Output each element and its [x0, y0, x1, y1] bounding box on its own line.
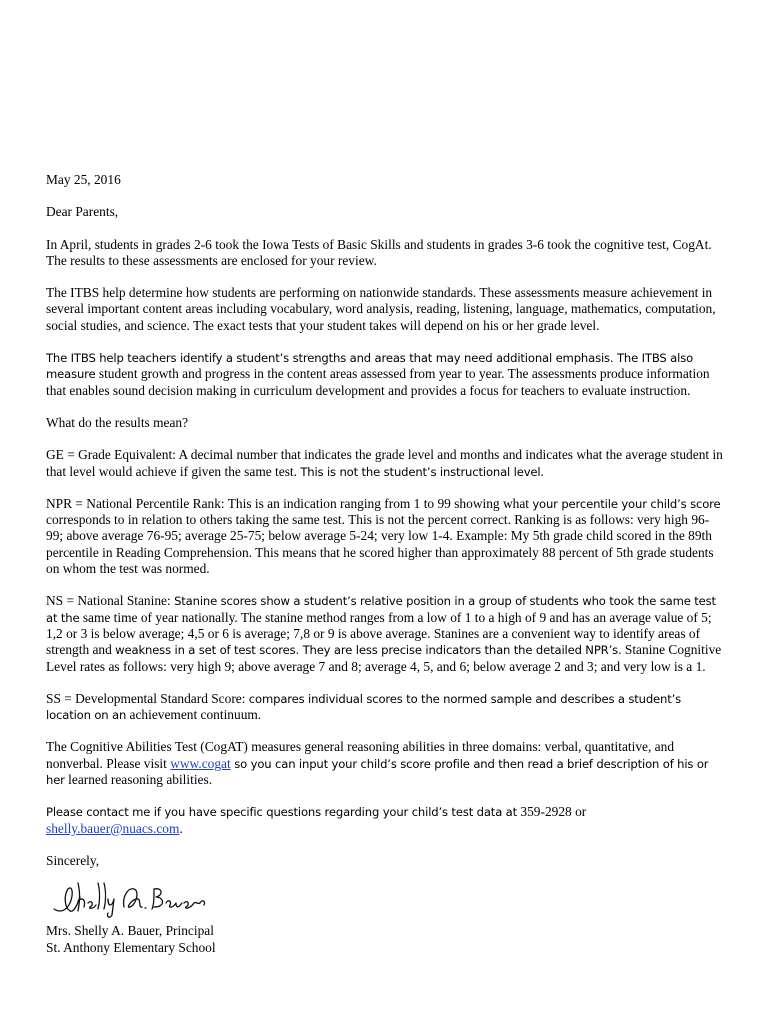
paragraph-ss — [46, 691, 726, 724]
contact-lead: Please contact me if you have specific questions regarding your child’s test data at — [46, 805, 518, 820]
contact-phone: 359-2928 or — [517, 804, 587, 820]
ns-weakness: weakness in a set of test scores. They are less precise indicators than the detailed NPR’s. — [115, 643, 622, 658]
ns-levels: Stanine Cognitive Level rates as follows: very high 9; above average 7 and 8; average 4, 5, and 6; below average 2 and 3; and very low is a 1. — [46, 642, 722, 674]
paragraph-itbs-standards: The ITBS help determine how students are performing on nationwide standards. These assessments measure achievement in several important content areas including vocabulary, word analysis, reading, listening, language, mathematics, computation, social studies, and science. The exact tests that your student takes will depend on his or her grade level. — [46, 285, 716, 333]
ss-end: achievement continuum. — [126, 707, 262, 723]
signature-image — [50, 877, 210, 919]
paragraph-intro: In April, students in grades 2-6 took the Iowa Tests of Basic Skills and students in grades 3-6 took the cognitive test, CogAt. The results to these assessments are enclosed for your review. — [46, 236, 712, 268]
paragraph-ge — [46, 447, 726, 480]
contact-end: . — [179, 820, 183, 836]
letter-body — [46, 172, 726, 956]
ns-details: same time of year nationally. The stanine method ranges from a low of 1 to a high of 9 and has an average value of 5; 1,2 or 3 is below average; 4,5 or 6 is average; 7,8 or 9 is above average. Stanines are a convenient way to identify areas of strength and — [46, 609, 712, 658]
itbs-strengths-rest: student growth and progress in the content areas assessed from year to year. The assessments produce information that enables sound decision making in curriculum development and provides a focus for teachers to evaluate instruction. — [46, 366, 710, 398]
paragraph-cogat — [46, 739, 726, 788]
cogat-highlight: so you can input your child’s score profile and then read a brief description of his or her — [46, 756, 709, 788]
paragraph-contact — [46, 804, 726, 837]
results-question: What do the results mean? — [46, 414, 189, 430]
signer-name: Mrs. Shelly A. Bauer, Principal — [46, 923, 214, 939]
paragraph-ns — [46, 593, 726, 674]
ge-note: This is not the student’s instructional level — [300, 464, 541, 479]
npr-highlight: your percentile your child’s score — [532, 496, 721, 511]
ge-definition: GE = Grade Equivalent: A decimal number that indicates the grade level and months and indicates what the average student in that level would achieve if given the same test. — [46, 447, 723, 479]
handwritten-signature — [46, 877, 726, 923]
ns-label: NS = National Stanine: — [46, 593, 175, 609]
itbs-strengths-lead: The ITBS help teachers identify a student’s strengths and areas that may need additional emphasis. The ITBS also measure — [46, 351, 694, 382]
cogat-end: learned reasoning abilities. — [64, 772, 213, 788]
letter-date: May 25, 2016 — [46, 172, 121, 187]
npr-definition: NPR = National Percentile Rank: This is an indication ranging from 1 to 99 showing what — [46, 495, 533, 511]
cogat-link[interactable]: www.cogat — [170, 755, 231, 771]
salutation: Dear Parents, — [46, 204, 119, 220]
contact-email-link[interactable]: shelly.bauer@nuacs.com — [46, 820, 180, 836]
ns-highlight: Stanine scores show a student’s relative position in a group of students who took the same test at the — [46, 594, 716, 625]
ss-label: SS = Developmental Standard Score: — [46, 690, 249, 706]
ss-highlight: compares individual scores to the normed sample and describes a student’s location on an — [46, 691, 682, 723]
signer-school: St. Anthony Elementary School — [46, 939, 216, 955]
paragraph-itbs-strengths — [46, 350, 726, 399]
ge-end: . — [540, 463, 544, 479]
npr-details: corresponds to in relation to others taking the same test. This is not the percent correct. Ranking is as follows: very high 96-99; above average 76-95; average 25-75; below average 5-24; very low 1-4. Example: My 5th grade child scored in the 89th percentile in Reading Comprehension. This means that he scored higher than approximately 88 percent of 5th grade students on whom the test was normed. — [46, 512, 714, 577]
paragraph-npr — [46, 496, 726, 577]
cogat-definition: The Cognitive Abilities Test (CogAT) measures general reasoning abilities in three domains: verbal, quantitative, and nonverbal. Please visit — [46, 739, 675, 771]
closing: Sincerely, — [46, 852, 100, 868]
